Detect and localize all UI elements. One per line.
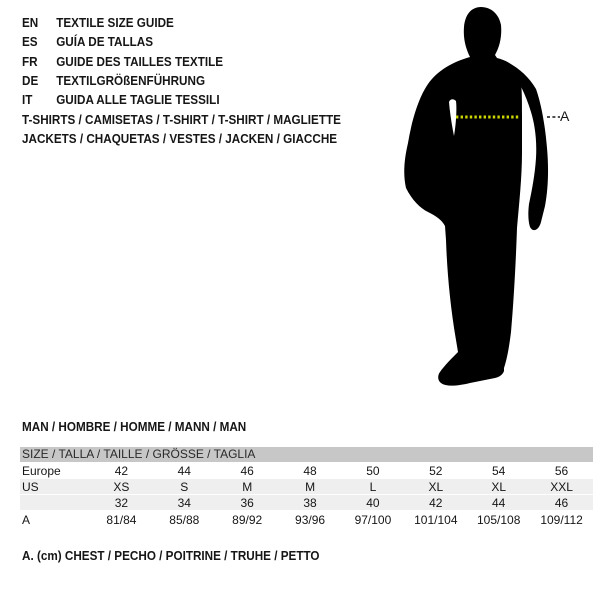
language-title: TEXTILE SIZE GUIDE [56,15,174,30]
size-cell: 52 [429,463,443,478]
size-cell: S [180,479,189,494]
row-label: US [22,479,39,494]
language-code: DE [22,72,39,88]
category-line-jackets: JACKETS / CHAQUETAS / VESTES / JACKEN / GIACCHE [22,131,338,146]
language-code: EN [22,15,39,30]
language-title: GUIDA ALLE TAGLIE TESSILI [56,92,220,108]
size-cell: 38 [303,495,317,510]
size-cell: 42 [429,495,443,510]
size-cell: 32 [114,495,129,510]
language-title: GUIDE DES TAILLES TEXTILE [56,53,224,69]
measurement-footnote: A. (cm) CHEST / PECHO / POITRINE / TRUHE / PETTO [22,548,320,563]
measurement-label-a: A [560,108,570,124]
size-cell: XS [113,479,130,494]
table-row-us [20,479,593,495]
size-table-header: SIZE / TALLA / TAILLE / GRÖSSE / TAGLIA [20,447,593,462]
man-silhouette-icon [404,7,522,386]
size-cell: 44 [177,463,191,478]
size-cell: 34 [177,495,191,510]
size-cell: 85/88 [169,512,200,527]
table-row-chest-cm [20,510,593,529]
size-cell: 54 [492,463,506,478]
size-cell: 42 [114,463,129,478]
size-cell: 36 [240,495,254,510]
size-cell: 50 [366,463,380,478]
language-title: TEXTILGRÖßENFÜHRUNG [56,72,206,88]
row-label: Europe [22,463,61,478]
section-title-man: MAN / HOMBRE / HOMME / MANN / MAN [22,419,247,434]
size-cell: 97/100 [354,512,392,527]
size-cell: M [242,479,253,494]
size-cell: XXL [550,479,573,494]
category-line-tshirts: T-SHIRTS / CAMISETAS / T-SHIRT / T-SHIRT / MAGLIETTE [22,112,341,127]
size-cell: 89/92 [232,512,263,527]
language-code: FR [22,53,38,69]
size-cell: 46 [554,495,569,510]
size-cell: 40 [366,495,380,510]
size-cell: 109/112 [540,512,583,527]
table-row-europe [20,462,593,479]
row-label: A [22,512,31,527]
language-code: IT [22,92,33,108]
size-cell: 101/104 [414,512,458,527]
size-cell: 44 [492,495,506,510]
size-cell: 48 [303,463,317,478]
size-cell: XL [491,479,507,494]
size-cell: L [369,479,377,494]
table-row-numeric [20,495,593,510]
size-cell: 56 [554,463,569,478]
size-cell: 81/84 [106,512,137,527]
size-table [20,462,593,529]
size-cell: XL [428,479,444,494]
size-cell: M [305,479,316,494]
size-cell: 93/96 [295,512,326,527]
language-code: ES [22,34,38,50]
size-cell: 46 [240,463,254,478]
language-title: GUÍA DE TALLAS [56,34,154,50]
size-cell: 105/108 [476,512,521,527]
